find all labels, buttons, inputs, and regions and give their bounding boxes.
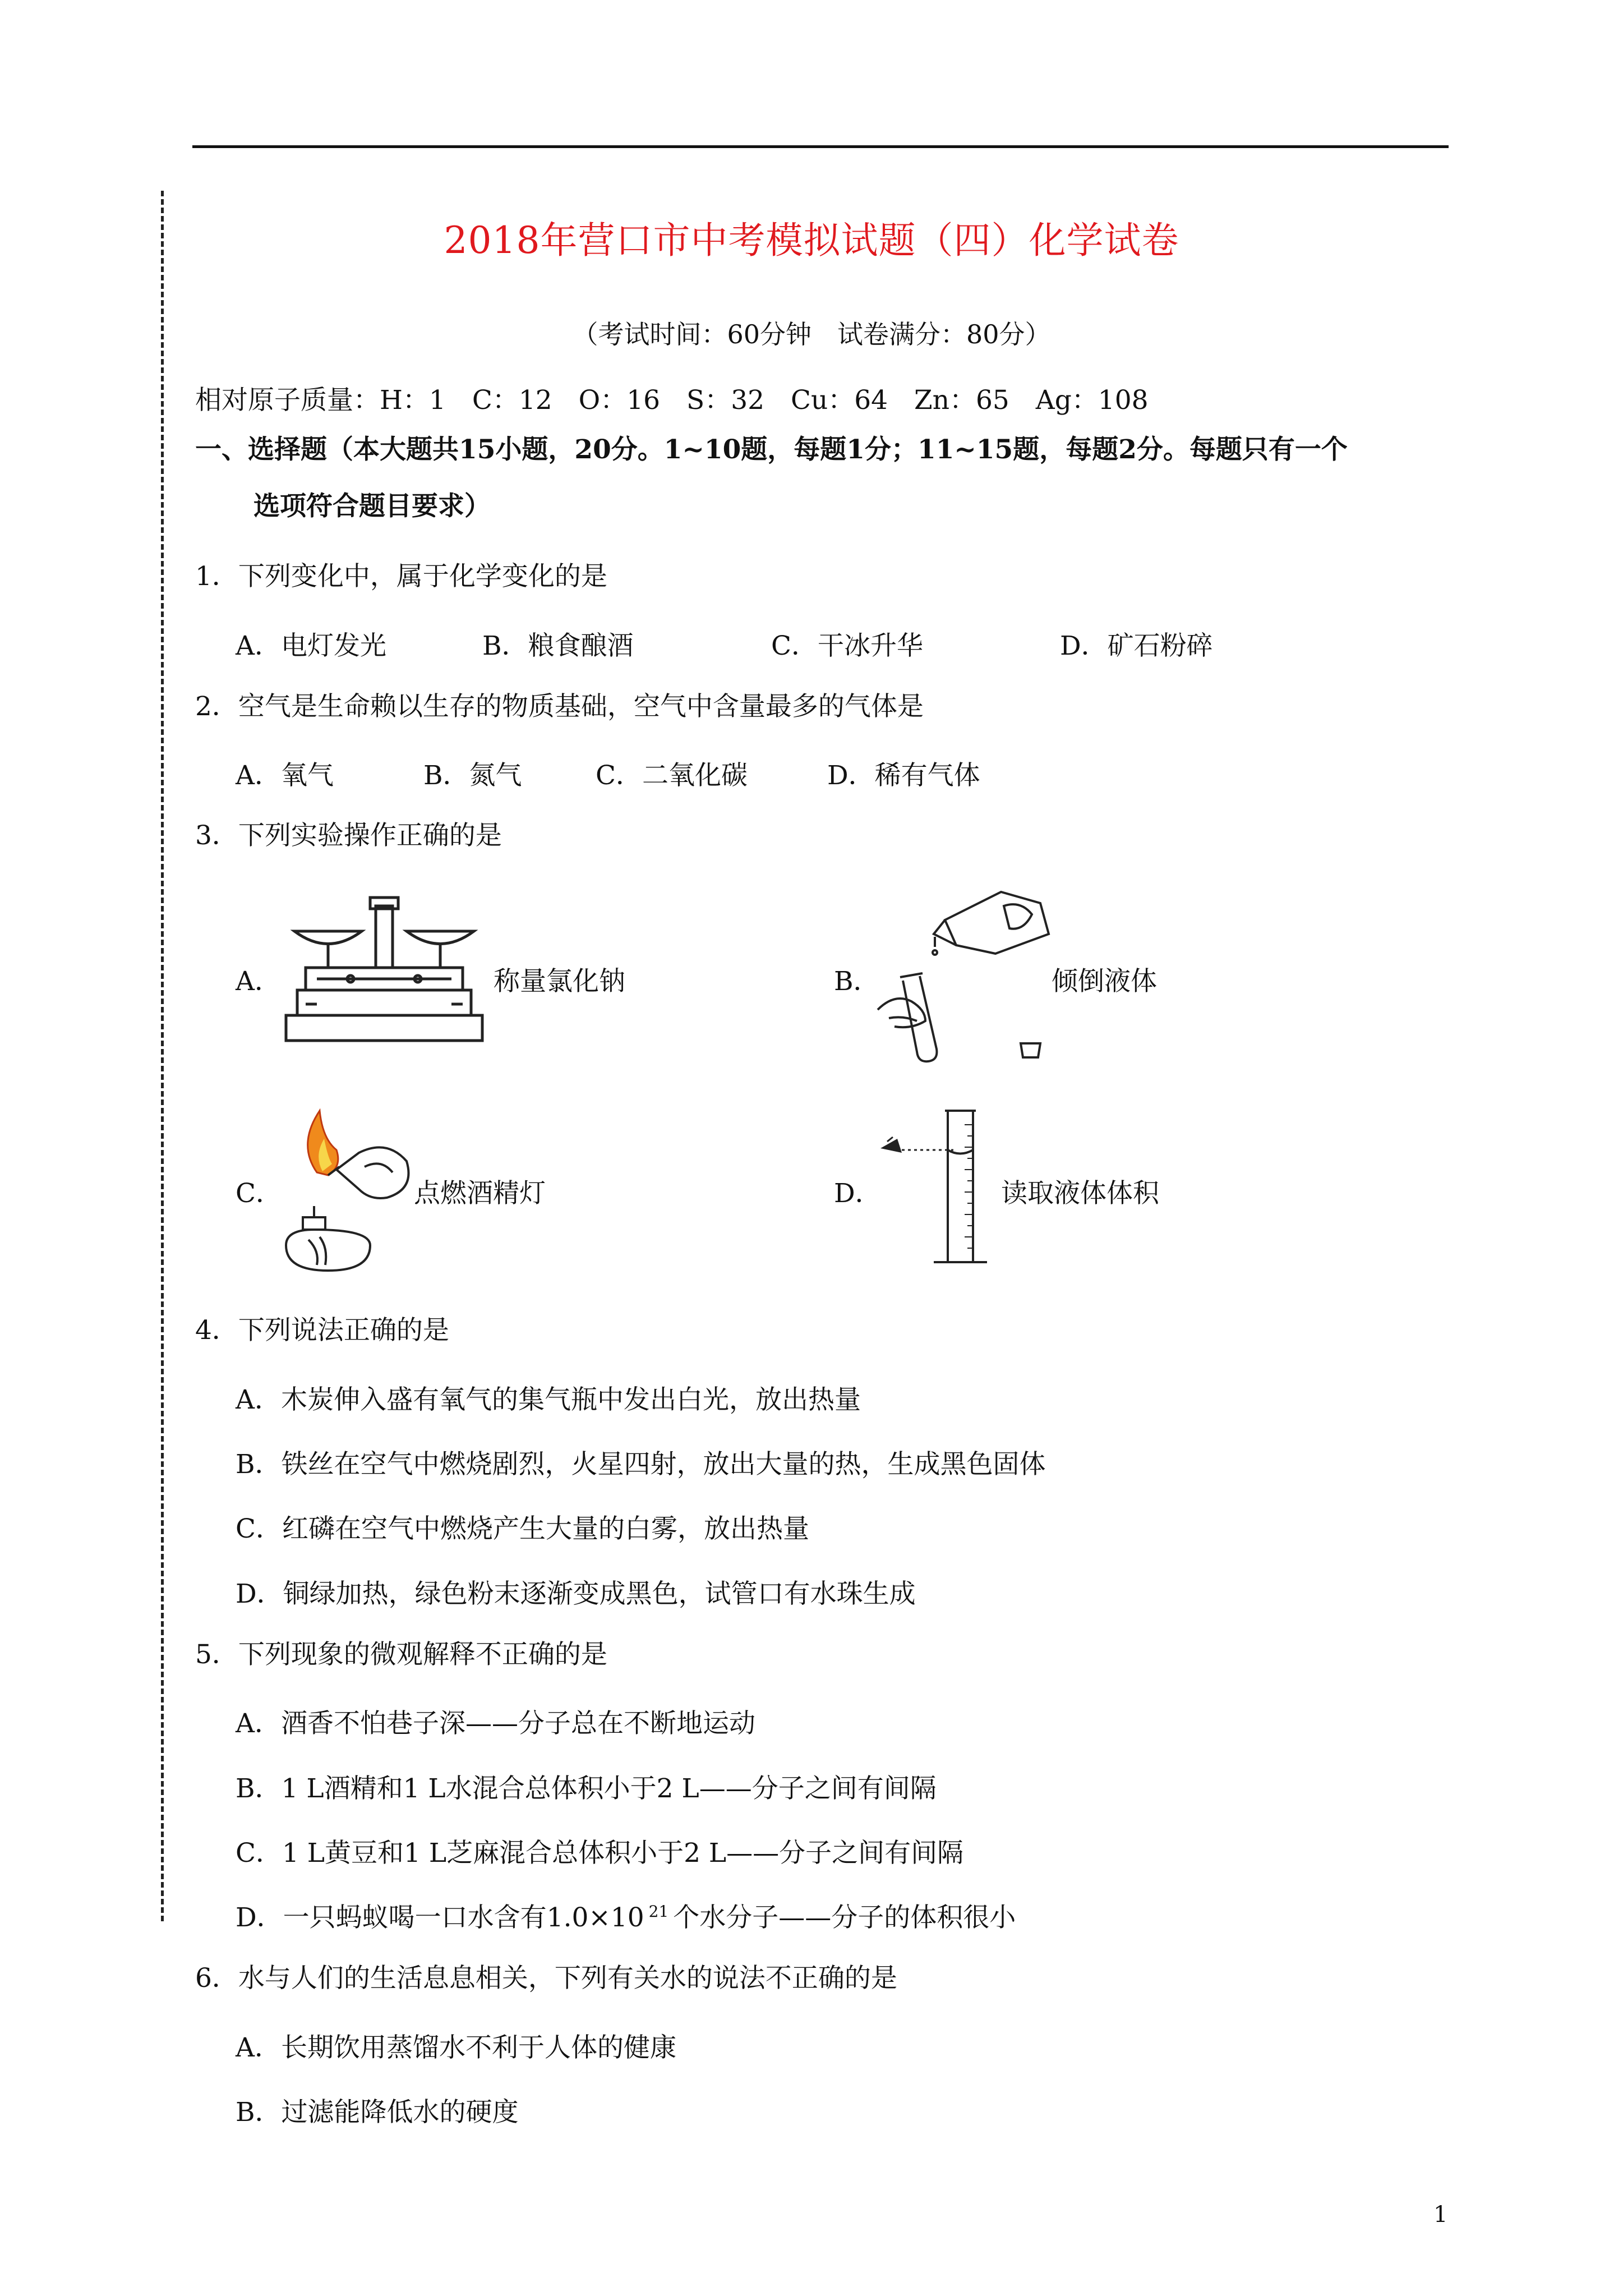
section-heading-line1: 一、选择题（本大题共15小题，20分。1~10题，每题1分；11~15题，每题2分。每题只有一个 [195,434,1348,465]
atomic-masses: 相对原子质量：H：1 C：12 O：16 S：32 Cu：64 Zn：65 Ag：108 [195,385,1149,416]
q1-option-a: A．电灯发光 [236,631,386,661]
question-2-stem: 2．空气是生命赖以生存的物质基础，空气中含量最多的气体是 [195,691,924,722]
q1-option-b: B．粮食酿酒 [482,631,634,661]
q1-option-c: C．干冰升华 [771,631,923,661]
q6-option-a: A．长期饮用蒸馏水不利于人体的健康 [236,2032,676,2063]
q3-option-c-caption: 点燃酒精灯 [414,1178,546,1209]
q3-option-d-caption: 读取液体体积 [1001,1178,1159,1209]
binding-dashed-line [161,191,164,1921]
top-rule [192,145,1449,148]
q2-option-d: D．稀有气体 [827,760,980,791]
alcohol-lamp-icon [275,1105,421,1273]
q2-option-c: C．二氧化碳 [596,760,748,791]
q4-option-c: C．红磷在空气中燃烧产生大量的白雾，放出热量 [236,1513,809,1544]
q2-option-a: A．氧气 [236,760,334,791]
exam-title: 2018年营口市中考模拟试题（四）化学试卷 [444,219,1179,262]
question-6-stem: 6．水与人们的生活息息相关，下列有关水的说法不正确的是 [195,1963,897,1994]
question-1-stem: 1．下列变化中，属于化学变化的是 [195,561,607,592]
q4-option-b: B．铁丝在空气中燃烧剧烈，火星四射，放出大量的热，生成黑色固体 [236,1449,1046,1480]
page-number: 1 [1433,2202,1448,2228]
q5-option-b: B．1 L酒精和1 L水混合总体积小于2 L——分子之间有间隔 [236,1773,937,1804]
q3-option-b-caption: 倾倒液体 [1052,966,1157,997]
q3-option-c-letter: C． [236,1178,282,1209]
q3-option-b-letter: B． [834,966,880,997]
section-heading-line2: 选项符合题目要求） [253,491,491,522]
graduated-cylinder-icon [875,1108,998,1276]
question-5-stem: 5．下列现象的微观解释不正确的是 [195,1639,607,1670]
q1-option-d: D．矿石粉碎 [1060,631,1213,661]
q5-option-c: C．1 L黄豆和1 L芝麻混合总体积小于2 L——分子之间有间隔 [236,1838,964,1869]
q5-option-d-text-end: 个水分子——分子的体积很小 [673,1902,1016,1933]
question-4-stem: 4．下列说法正确的是 [195,1315,449,1346]
q2-option-b: B．氮气 [423,760,522,791]
q6-option-b: B．过滤能降低水的硬度 [236,2097,519,2128]
q3-option-d-letter: D． [834,1178,882,1209]
pouring-liquid-icon [872,881,1057,1071]
question-3-stem: 3．下列实验操作正确的是 [195,820,502,851]
balance-scale-icon [283,892,485,1055]
q5-option-d-exponent: 21 [648,1902,669,1921]
q3-option-a-caption: 称量氯化钠 [494,966,625,997]
q3-option-a-letter: A． [236,966,281,997]
q4-option-d: D．铜绿加热，绿色粉末逐渐变成黑色，试管口有水珠生成 [236,1579,916,1609]
q5-option-d-text: D．一只蚂蚁喝一口水含有1.0×10 [236,1902,644,1933]
q5-option-a: A．酒香不怕巷子深——分子总在不断地运动 [236,1708,755,1739]
q4-option-a: A．木炭伸入盛有氧气的集气瓶中发出白光，放出热量 [236,1384,861,1415]
q5-option-d [236,1897,1016,1934]
exam-info: （考试时间：60分钟 试卷满分：80分） [572,319,1051,349]
